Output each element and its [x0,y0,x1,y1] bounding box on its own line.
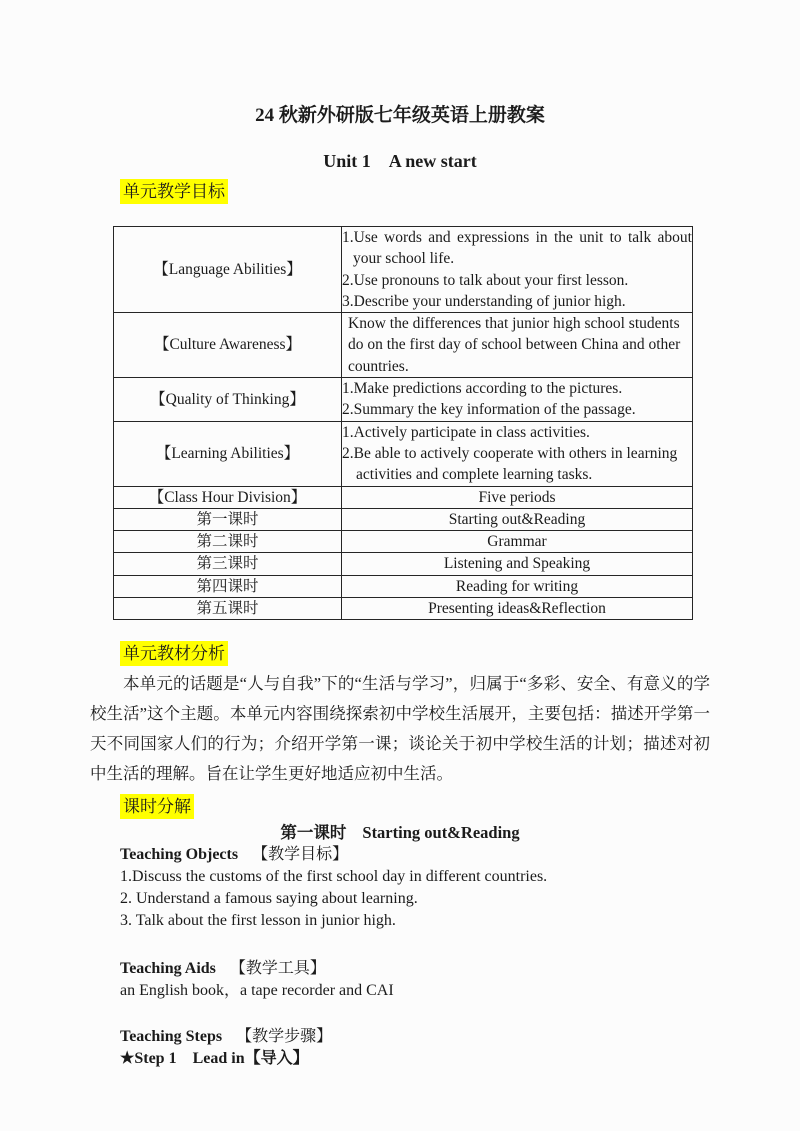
teaching-steps-bracket: 【教学步骤】 [236,1028,333,1046]
row-content [342,378,693,422]
unit-objectives-table [113,226,693,620]
list-item: 2.Summary the key information of the passage. [342,401,636,419]
list-item: Know the differences that junior high school students do on the first day of school between China and other countries. [348,315,681,375]
row-value: Grammar [342,531,693,553]
teaching-objects-label: Teaching Objects [120,846,239,864]
section-heading-wrap [120,641,710,666]
row-value: Listening and Speaking [342,553,693,575]
lesson-title-cn: 第一课时 [280,823,347,843]
list-item: 1.Make predictions according to the pictures. [342,380,623,398]
row-label: 【Quality of Thinking】 [114,378,342,422]
row-label: 第四课时 [114,575,342,597]
list-item: 1.Actively participate in class activities. [342,423,590,441]
table-row [114,508,693,530]
row-value: Presenting ideas&Reflection [342,598,693,620]
row-label: 【Language Abilities】 [114,227,342,313]
table-row [114,421,693,486]
row-label: 【Learning Abilities】 [114,421,342,486]
row-label: 第五课时 [114,598,342,620]
page-title: 24 秋新外研版七年级英语上册教案 [255,105,545,126]
lesson-title-en: Starting out&Reading [362,823,520,843]
teaching-object-item: 1.Discuss the customs of the first school day in different countries. [120,868,548,886]
section-heading-unit-objectives: 单元教学目标 [120,179,228,204]
teaching-aids-label: Teaching Aids [120,960,216,978]
row-content [342,313,693,378]
teaching-objects-bracket: 【教学目标】 [252,846,349,864]
teaching-object-item: 3. Talk about the first lesson in junior high. [120,912,396,930]
list-item: 2.Use pronouns to talk about your first lesson. [342,271,629,289]
row-content [342,421,693,486]
unit-analysis-paragraph: 本单元的话题是“人与自我”下的“生活与学习”，归属于“多彩、安全、有意义的学校生活”这个主题。本单元内容围绕探索初中学校生活展开，主要包括：描述开学第一天不同国家人们的行为；介绍开学第一课；谈论关于初中学校生活的计划；描述对初中生活的理解。旨在让学生更好地适应初中生活。 [90,674,710,784]
table-row [114,378,693,422]
step1-heading: ★Step 1 Lead in【导入】 [120,1050,309,1068]
teaching-steps-label: Teaching Steps [120,1028,223,1046]
row-value: Reading for writing [342,575,693,597]
table-row [114,531,693,553]
lesson-title [90,822,710,844]
unit-title: Unit 1 A new start [323,151,477,171]
table-row [114,575,693,597]
row-label: 第一课时 [114,508,342,530]
table-row [114,486,693,508]
teaching-aids-bracket: 【教学工具】 [229,960,326,978]
section-heading-period-breakdown: 课时分解 [120,794,194,819]
table-row [114,227,693,313]
row-label: 第二课时 [114,531,342,553]
table-row [114,313,693,378]
row-value: Starting out&Reading [342,508,693,530]
list-item: 1.Use words and expressions in the unit to talk about your school life. [342,229,692,268]
section-heading-wrap [120,179,710,204]
row-label: 【Culture Awareness】 [114,313,342,378]
teaching-object-item: 2. Understand a famous saying about learning. [120,890,418,908]
section-heading-unit-analysis: 单元教材分析 [120,641,228,666]
table-row [114,598,693,620]
row-label: 第三课时 [114,553,342,575]
teaching-steps-heading [120,1026,710,1048]
teaching-objects-heading [120,844,710,866]
lesson-body [120,844,710,1070]
section-heading-wrap [120,794,710,819]
list-item: 2.Be able to actively cooperate with others in learning activities and complete learning tasks. [342,444,678,484]
row-content [342,227,693,313]
teaching-aids-heading [120,958,710,980]
list-item: 3.Describe your understanding of junior high. [342,292,626,310]
row-label: 【Class Hour Division】 [114,486,342,508]
teaching-aids-text: an English book，a tape recorder and CAI [120,982,394,1000]
table-row [114,553,693,575]
row-value: Five periods [342,486,693,508]
